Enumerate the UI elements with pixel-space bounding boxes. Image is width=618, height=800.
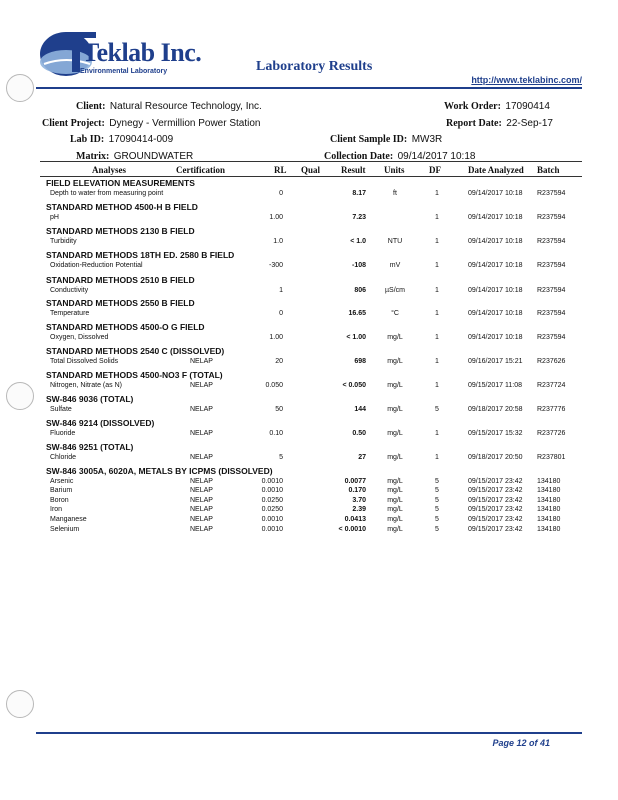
cell-df: 1 xyxy=(435,429,439,437)
cell-units: mg/L xyxy=(387,453,403,461)
cell-date: 09/15/2017 23:42 xyxy=(468,506,523,514)
cell-analyte: Turbidity xyxy=(50,237,77,245)
col-units: Units xyxy=(384,165,405,175)
cell-analyte: Manganese xyxy=(50,515,87,523)
collection-date-row: Collection Date: 09/14/2017 10:18 xyxy=(324,151,476,162)
project-value: Dynegy - Vermillion Power Station xyxy=(109,118,261,129)
cell-result: 3.70 xyxy=(352,496,366,504)
section-header: SW-846 9036 (TOTAL) xyxy=(46,394,134,404)
footer-divider xyxy=(36,732,582,734)
cell-cert: NELAP xyxy=(190,515,213,523)
client-value: Natural Resource Technology, Inc. xyxy=(109,101,262,112)
header-divider xyxy=(36,87,582,89)
cell-df: 1 xyxy=(435,286,439,294)
cell-analyte: Temperature xyxy=(50,309,90,317)
cell-analyte: Boron xyxy=(50,496,69,504)
cell-date: 09/15/2017 23:42 xyxy=(468,496,523,504)
col-rl: RL xyxy=(274,165,287,175)
cell-date: 09/18/2017 20:58 xyxy=(468,405,523,413)
cell-analyte: Conductivity xyxy=(50,286,89,294)
brand-name: Teklab Inc. xyxy=(82,38,202,67)
page-title: Laboratory Results xyxy=(256,59,373,74)
cell-units: mg/L xyxy=(387,525,403,533)
cell-date: 09/15/2017 23:42 xyxy=(468,477,523,485)
cell-date: 09/15/2017 23:42 xyxy=(468,525,523,533)
col-qual: Qual xyxy=(301,165,321,175)
col-analyses: Analyses xyxy=(92,165,127,175)
cell-df: 1 xyxy=(435,213,439,221)
col-batch: Batch xyxy=(537,165,560,175)
cell-batch: R237776 xyxy=(537,405,566,413)
cell-rl: 20 xyxy=(275,357,283,365)
cell-units: ft xyxy=(393,189,397,197)
cell-date: 09/14/2017 10:18 xyxy=(468,286,523,294)
section-header: STANDARD METHODS 4500-NO3 F (TOTAL) xyxy=(46,370,223,380)
col-df: DF xyxy=(429,165,441,175)
cell-batch: R237594 xyxy=(537,237,566,245)
cell-batch: R237594 xyxy=(537,213,566,221)
section-header: SW-846 9214 (DISSOLVED) xyxy=(46,418,155,428)
cell-result: 0.0413 xyxy=(344,515,366,523)
punch-hole xyxy=(6,74,34,102)
cell-units: µS/cm xyxy=(385,286,405,294)
cell-df: 5 xyxy=(435,515,439,523)
section-header: STANDARD METHODS 18TH ED. 2580 B FIELD xyxy=(46,250,235,260)
cell-batch: 134180 xyxy=(537,515,561,523)
cell-result: < 0.0010 xyxy=(338,525,366,533)
cell-cert: NELAP xyxy=(190,525,213,533)
cell-date: 09/14/2017 10:18 xyxy=(468,261,523,269)
lab-id-value: 17090414-009 xyxy=(108,134,174,145)
cell-batch: R237594 xyxy=(537,286,566,294)
work-order-value: 17090414 xyxy=(505,101,550,112)
cell-analyte: Iron xyxy=(50,506,63,514)
cell-rl: 1.0 xyxy=(273,237,283,245)
cell-analyte: Chloride xyxy=(50,453,77,461)
section-header: FIELD ELEVATION MEASUREMENTS xyxy=(46,178,195,188)
cell-units: °C xyxy=(391,309,399,317)
cell-date: 09/15/2017 11:08 xyxy=(468,381,522,389)
cell-df: 1 xyxy=(435,381,439,389)
section-header: SW-846 9251 (TOTAL) xyxy=(46,442,134,452)
cell-result: 7.23 xyxy=(352,213,366,221)
cell-result: -108 xyxy=(351,261,366,269)
cell-date: 09/14/2017 10:18 xyxy=(468,189,523,197)
cell-units: mg/L xyxy=(387,477,403,485)
cell-result: 27 xyxy=(358,453,366,461)
cell-batch: R237626 xyxy=(537,357,566,365)
cell-units: mV xyxy=(389,261,401,269)
cell-df: 5 xyxy=(435,405,439,413)
section-header: STANDARD METHOD 4500-H B FIELD xyxy=(46,202,198,212)
table-header-rule xyxy=(40,176,582,177)
cell-batch: R237726 xyxy=(537,429,566,437)
cell-batch: 134180 xyxy=(537,487,561,495)
cell-rl: 0.050 xyxy=(265,381,283,389)
punch-hole xyxy=(6,382,34,410)
cell-result: < 1.0 xyxy=(350,237,366,245)
cell-cert: NELAP xyxy=(190,487,213,495)
cell-units: mg/L xyxy=(387,405,403,413)
cell-rl: 0.0010 xyxy=(261,477,283,485)
cell-units: mg/L xyxy=(387,487,403,495)
cell-date: 09/14/2017 10:18 xyxy=(468,237,523,245)
col-date-analyzed: Date Analyzed xyxy=(468,165,524,175)
cell-batch: 134180 xyxy=(537,525,561,533)
cell-df: 5 xyxy=(435,525,439,533)
cell-rl: 1.00 xyxy=(269,333,283,341)
cell-date: 09/16/2017 15:21 xyxy=(468,357,523,365)
report-date-row: Report Date: 22-Sep-17 xyxy=(446,118,553,129)
cell-analyte: Fluoride xyxy=(50,429,76,437)
cell-batch: 134180 xyxy=(537,496,561,504)
cell-rl: 0.10 xyxy=(269,429,283,437)
cell-rl: 0 xyxy=(279,189,283,197)
cell-cert: NELAP xyxy=(190,496,213,504)
cell-rl: 1.00 xyxy=(269,213,283,221)
cell-df: 1 xyxy=(435,189,439,197)
cell-batch: R237801 xyxy=(537,453,566,461)
cell-cert: NELAP xyxy=(190,506,213,514)
cell-result: < 1.00 xyxy=(346,333,366,341)
cell-result: 0.0077 xyxy=(344,477,366,485)
cell-units: mg/L xyxy=(387,357,403,365)
cell-df: 5 xyxy=(435,487,439,495)
section-header: STANDARD METHODS 2510 B FIELD xyxy=(46,275,195,285)
cell-df: 5 xyxy=(435,477,439,485)
cell-df: 1 xyxy=(435,453,439,461)
client-row: Client: Natural Resource Technology, Inc. xyxy=(76,101,262,112)
project-row: Client Project: Dynegy - Vermillion Power Station xyxy=(42,118,261,129)
cell-result: 698 xyxy=(354,357,366,365)
cell-rl: 0 xyxy=(279,309,283,317)
cell-result: 8.17 xyxy=(352,189,366,197)
punch-hole xyxy=(6,690,34,718)
cell-rl: 0.0250 xyxy=(261,506,283,514)
cell-df: 5 xyxy=(435,506,439,514)
cell-result: 144 xyxy=(354,405,366,413)
cell-analyte: pH xyxy=(50,213,59,221)
cell-cert: NELAP xyxy=(190,405,213,413)
cell-result: 2.39 xyxy=(352,506,366,514)
brand-subtitle: Environmental Laboratory xyxy=(80,68,168,75)
cell-units: mg/L xyxy=(387,381,403,389)
cell-cert: NELAP xyxy=(190,381,213,389)
cell-cert: NELAP xyxy=(190,477,213,485)
cell-df: 1 xyxy=(435,357,439,365)
cell-rl: 1 xyxy=(279,286,283,294)
cell-result: < 0.050 xyxy=(342,381,366,389)
cell-rl: 0.0010 xyxy=(261,515,283,523)
cell-date: 09/15/2017 23:42 xyxy=(468,487,523,495)
lab-id-row: Lab ID: 17090414-009 xyxy=(70,134,174,145)
cell-rl: -300 xyxy=(268,261,283,269)
cell-result: 0.50 xyxy=(352,429,366,437)
cell-units: mg/L xyxy=(387,515,403,523)
cell-df: 1 xyxy=(435,237,439,245)
cell-date: 09/18/2017 20:50 xyxy=(468,453,523,461)
section-header: STANDARD METHODS 2130 B FIELD xyxy=(46,226,195,236)
col-certification: Certification xyxy=(176,165,225,175)
cell-rl: 50 xyxy=(275,405,283,413)
cell-cert: NELAP xyxy=(190,453,213,461)
cell-df: 1 xyxy=(435,261,439,269)
cell-batch: 134180 xyxy=(537,506,561,514)
cell-date: 09/14/2017 10:18 xyxy=(468,333,523,341)
cell-result: 0.170 xyxy=(348,487,366,495)
cell-units: mg/L xyxy=(387,496,403,504)
cell-analyte: Oxygen, Dissolved xyxy=(50,333,109,341)
cell-units: NTU xyxy=(387,237,403,245)
cell-analyte: Sulfate xyxy=(50,405,72,413)
cell-date: 09/15/2017 15:32 xyxy=(468,429,523,437)
cell-analyte: Arsenic xyxy=(50,477,74,485)
cell-analyte: Oxidation-Reduction Potential xyxy=(50,261,143,269)
cell-units: mg/L xyxy=(387,506,403,514)
section-header: SW-846 3005A, 6020A, METALS BY ICPMS (DISSOLVED) xyxy=(46,466,273,476)
cell-batch: R237594 xyxy=(537,261,566,269)
section-header: STANDARD METHODS 2540 C (DISSOLVED) xyxy=(46,346,225,356)
cell-batch: R237724 xyxy=(537,381,566,389)
col-result: Result xyxy=(341,165,366,175)
cell-date: 09/15/2017 23:42 xyxy=(468,515,523,523)
cell-batch: 134180 xyxy=(537,477,561,485)
section-header: STANDARD METHODS 4500-O G FIELD xyxy=(46,322,205,332)
cell-rl: 0.0250 xyxy=(261,496,283,504)
page-number: Page 12 of 41 xyxy=(492,738,550,748)
cell-date: 09/14/2017 10:18 xyxy=(468,309,523,317)
cell-df: 1 xyxy=(435,309,439,317)
cell-df: 1 xyxy=(435,333,439,341)
cell-result: 806 xyxy=(354,286,366,294)
report-date-value: 22-Sep-17 xyxy=(506,118,553,129)
cell-analyte: Selenium xyxy=(50,525,80,533)
cell-rl: 0.0010 xyxy=(261,487,283,495)
section-header: STANDARD METHODS 2550 B FIELD xyxy=(46,298,195,308)
cell-result: 16.65 xyxy=(348,309,366,317)
cell-batch: R237594 xyxy=(537,189,566,197)
cell-rl: 0.0010 xyxy=(261,525,283,533)
sample-id-row: Client Sample ID: MW3R xyxy=(330,134,443,145)
cell-batch: R237594 xyxy=(537,333,566,341)
cell-analyte: Total Dissolved Solids xyxy=(50,357,119,365)
cell-cert: NELAP xyxy=(190,357,213,365)
website-link[interactable]: http://www.teklabinc.com/ xyxy=(471,75,582,85)
cell-cert: NELAP xyxy=(190,429,213,437)
collection-date-value: 09/14/2017 10:18 xyxy=(397,151,476,162)
cell-date: 09/14/2017 10:18 xyxy=(468,213,523,221)
cell-batch: R237594 xyxy=(537,309,566,317)
cell-df: 5 xyxy=(435,496,439,504)
matrix-value: GROUNDWATER xyxy=(113,151,194,162)
cell-analyte: Barium xyxy=(50,487,73,495)
cell-units: mg/L xyxy=(387,429,403,437)
work-order-row: Work Order: 17090414 xyxy=(444,101,550,112)
cell-analyte: Nitrogen, Nitrate (as N) xyxy=(50,381,122,389)
cell-analyte: Depth to water from measuring point xyxy=(50,189,164,197)
table-top-rule xyxy=(40,161,582,162)
cell-rl: 5 xyxy=(279,453,283,461)
cell-units: mg/L xyxy=(387,333,403,341)
sample-id-value: MW3R xyxy=(411,134,443,145)
matrix-row: Matrix: GROUNDWATER xyxy=(76,151,194,162)
